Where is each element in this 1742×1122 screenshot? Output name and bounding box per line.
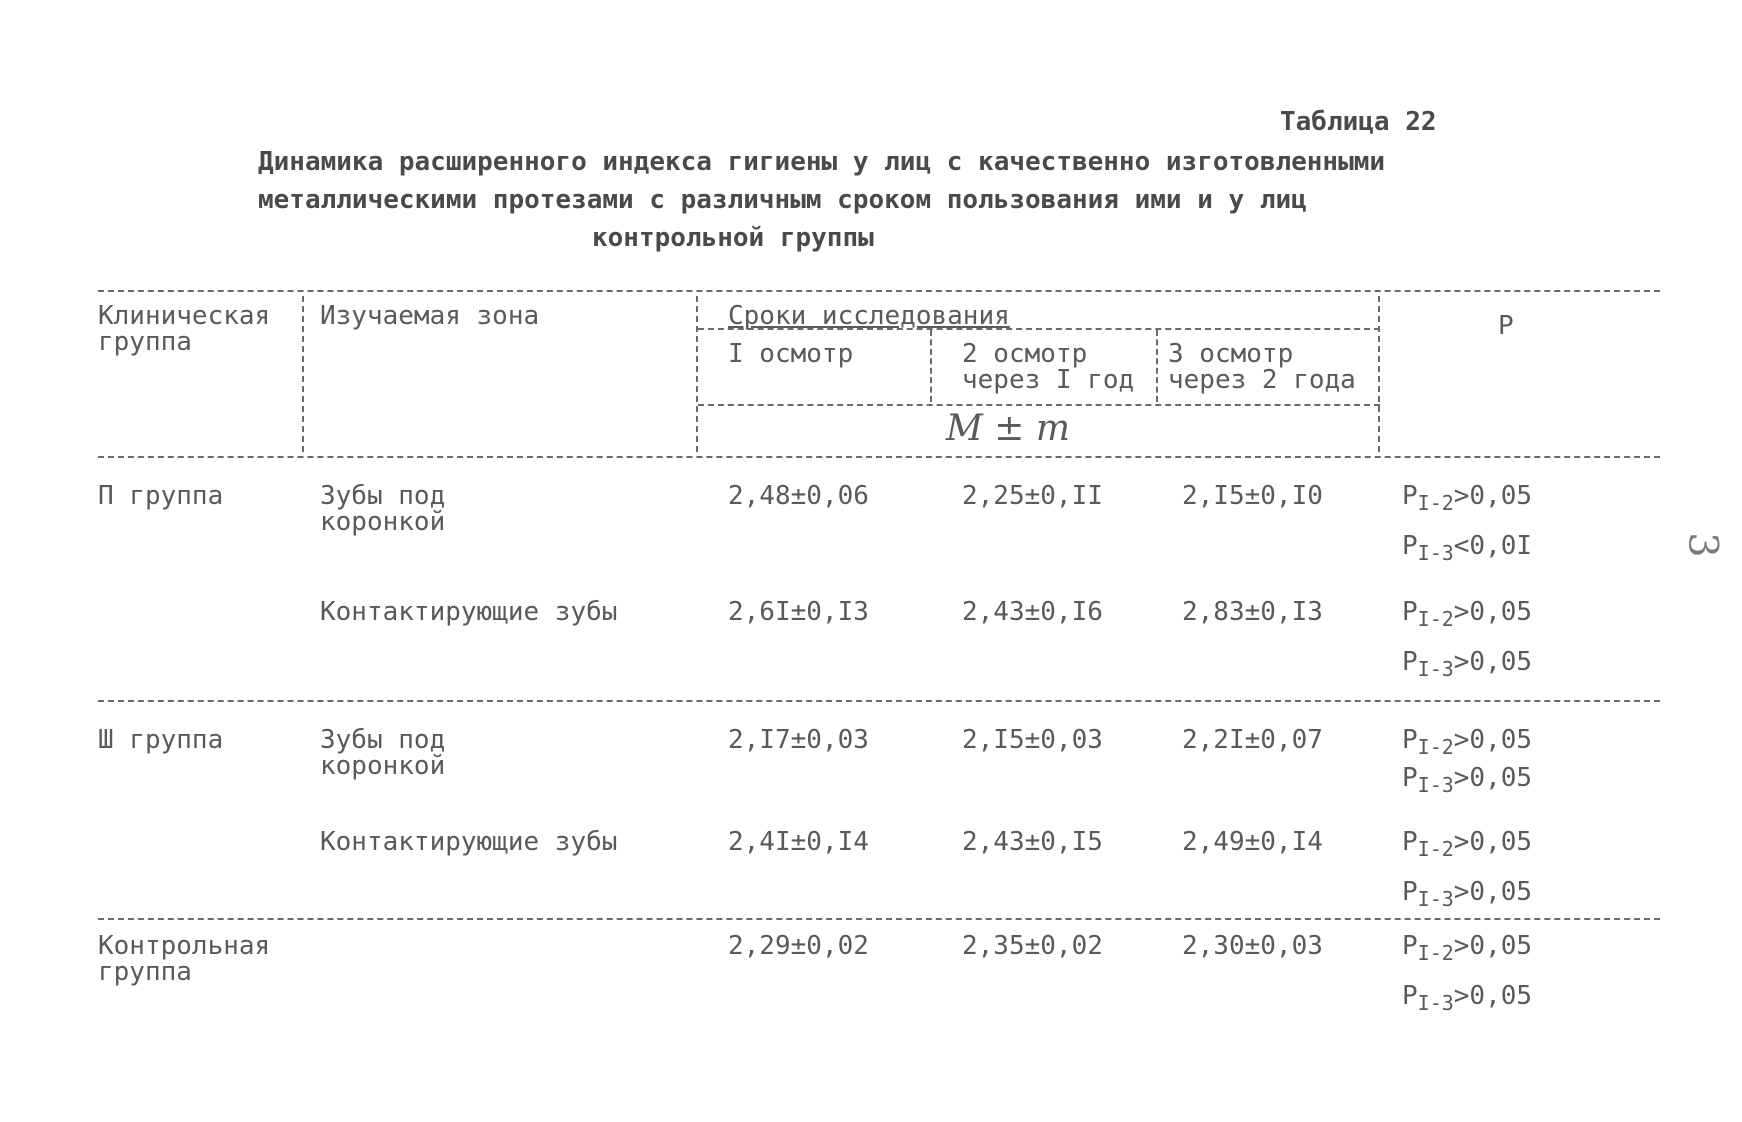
header-group-line-2: группа (98, 327, 192, 357)
row4-value-3: 2,49±0,I4 (1182, 827, 1323, 857)
row3-zone-line-2: коронкой (320, 751, 446, 781)
row5-value-2: 2,35±0,02 (962, 931, 1103, 961)
row2-zone: Контактирующие зубы (320, 597, 618, 627)
table-number: Таблица 22 (1280, 107, 1437, 137)
row3-value-3: 2,2I±0,07 (1182, 725, 1323, 755)
row5-p12: $P_{I-2}>0,05$ (1402, 931, 1533, 965)
row1-zone-line-1: Зубы под (320, 481, 446, 511)
header-vrule-2 (696, 296, 698, 452)
title-line-1: Динамика расширенного индекса гигиены у лиц с качественно изготовленными (258, 147, 1386, 177)
header-exam-2-line-2: через I год (962, 365, 1135, 395)
row5-group-line-1: Контрольная (98, 931, 271, 961)
header-group-line-1: Клиническая (98, 301, 271, 331)
header-vrule-4 (1156, 330, 1158, 402)
row1-value-1: 2,48±0,06 (728, 481, 869, 511)
table-top-rule (98, 290, 1660, 292)
mt-rule (698, 404, 1380, 406)
row2-value-1: 2,6I±0,I3 (728, 597, 869, 627)
row4-p13: $P_{I-3}>0,05$ (1402, 877, 1533, 911)
header-bottom-rule (98, 456, 1660, 458)
row5-p13: $P_{I-3}>0,05$ (1402, 981, 1533, 1015)
header-exam-2-line-1: 2 осмотр (962, 339, 1088, 369)
header-exam-3-line-1: 3 осмотр (1168, 339, 1294, 369)
row4-p12: $P_{I-2}>0,05$ (1402, 827, 1533, 861)
group2-divider-rule (98, 700, 1660, 702)
margin-page-mark: 3 (1679, 532, 1726, 558)
header-vrule-3 (930, 330, 932, 402)
row1-value-3: 2,I5±0,I0 (1182, 481, 1323, 511)
header-vrule-1 (302, 296, 304, 452)
title-line-2: металлическими протезами с различным сроком пользования ими и у лиц (258, 185, 1307, 215)
row4-zone: Контактирующие зубы (320, 827, 618, 857)
header-vrule-5 (1378, 296, 1380, 452)
header-exam-3-line-2: через 2 года (1168, 365, 1356, 395)
row1-group: П группа (98, 481, 224, 511)
title-line-3: контрольной группы (592, 223, 874, 253)
row3-zone-line-1: Зубы под (320, 725, 446, 755)
group3-divider-rule (98, 918, 1660, 920)
row1-p13: $P_{I-3}<0,0I$ (1402, 531, 1533, 565)
header-p: P (1498, 311, 1514, 341)
row2-value-3: 2,83±0,I3 (1182, 597, 1323, 627)
row3-value-1: 2,I7±0,03 (728, 725, 869, 755)
header-zone: Изучаемая зона (320, 301, 540, 331)
row1-zone-line-2: коронкой (320, 507, 446, 537)
header-exam-1: I осмотр (728, 339, 854, 369)
row1-p12: $P_{I-2}>0,05$ (1402, 481, 1533, 515)
row5-value-1: 2,29±0,02 (728, 931, 869, 961)
row5-value-3: 2,30±0,03 (1182, 931, 1323, 961)
row2-p13: $P_{I-3}>0,05$ (1402, 647, 1533, 681)
row3-p13: $P_{I-3}>0,05$ (1402, 763, 1533, 797)
row1-value-2: 2,25±0,II (962, 481, 1103, 511)
row5-group-line-2: группа (98, 957, 192, 987)
row2-value-2: 2,43±0,I6 (962, 597, 1103, 627)
row3-value-2: 2,I5±0,03 (962, 725, 1103, 755)
row4-value-1: 2,4I±0,I4 (728, 827, 869, 857)
row2-p12: $P_{I-2}>0,05$ (1402, 597, 1533, 631)
row3-group: Ш группа (98, 725, 224, 755)
row3-p12: $P_{I-2}>0,05$ (1402, 725, 1533, 759)
header-terms: Сроки исследования (728, 301, 1010, 331)
header-mean-error: M ± m (946, 408, 1071, 449)
row4-value-2: 2,43±0,I5 (962, 827, 1103, 857)
